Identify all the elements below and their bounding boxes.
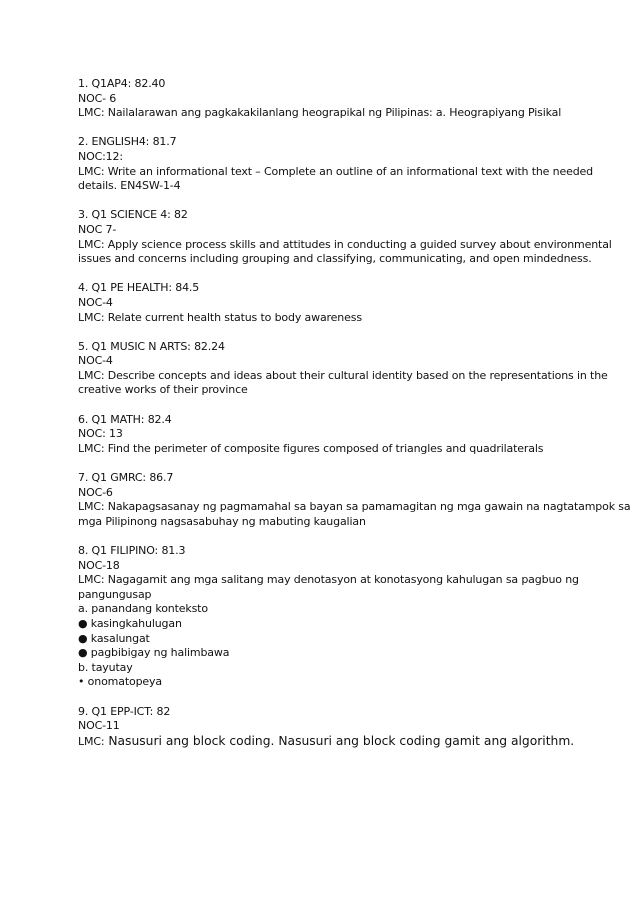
item-title: 7. Q1 GMRC: 86.7 xyxy=(78,471,174,485)
bullet-item: • onomatopeya xyxy=(78,675,162,689)
item-1 xyxy=(78,77,568,121)
lmc-text: Nasusuri ang block coding. Nasusuri ang block coding gamit ang algorithm. xyxy=(104,733,575,748)
item-lmc-line-1: LMC: Describe concepts and ideas about their cultural identity based on the representations in the xyxy=(78,368,608,382)
item-lmc: LMC: Relate current health status to body awareness xyxy=(78,310,362,324)
item-lmc: LMC: Find the perimeter of composite figures composed of triangles and quadrilaterals xyxy=(78,441,544,455)
bullet-item: ● pagbibigay ng halimbawa xyxy=(78,646,230,660)
item-noc: NOC: 13 xyxy=(78,427,123,441)
item-noc: NOC-11 xyxy=(78,719,120,733)
bullet-item: ● kasingkahulugan xyxy=(78,616,182,630)
item-lmc-line-2: pangungusap xyxy=(78,587,152,601)
sub-item: b. tayutay xyxy=(78,660,133,674)
item-3 xyxy=(78,208,612,266)
item-lmc-line-1: LMC: Write an informational text – Complete an outline of an informational text with the needed xyxy=(78,164,593,178)
item-lmc-line-1: LMC: Apply science process skills and attitudes in conducting a guided survey about environmental xyxy=(78,237,612,251)
item-noc: NOC 7- xyxy=(78,222,117,236)
item-9 xyxy=(78,704,575,750)
item-noc: NOC-18 xyxy=(78,558,120,572)
item-lmc-line-1: LMC: Nagagamit ang mga salitang may denotasyon at konotasyong kahulugan sa pagbuo ng xyxy=(78,573,579,587)
item-4 xyxy=(78,281,568,325)
item-lmc: LMC: Nailalarawan ang pagkakakilanlang heograpikal ng Pilipinas: a. Heograpiyang Pisikal xyxy=(78,106,562,120)
item-title: 6. Q1 MATH: 82.4 xyxy=(78,412,172,426)
item-title: 3. Q1 SCIENCE 4: 82 xyxy=(78,208,188,222)
item-noc: NOC-4 xyxy=(78,295,113,309)
item-title: 8. Q1 FILIPINO: 81.3 xyxy=(78,544,186,557)
item-noc: NOC- 6 xyxy=(78,91,117,105)
bullet-item: ● kasalungat xyxy=(78,631,150,645)
item-lmc xyxy=(78,733,575,750)
item-lmc-line-1: LMC: Nakapagsasanay ng pagmamahal sa bayan sa pamamagitan ng mga gawain na nagtatampok sa xyxy=(78,500,631,514)
item-5 xyxy=(78,339,608,398)
sub-item: a. panandang konteksto xyxy=(78,602,208,616)
item-title: 5. Q1 MUSIC N ARTS: 82.24 xyxy=(78,339,225,353)
lmc-label: LMC: xyxy=(78,734,105,748)
item-6 xyxy=(78,413,568,457)
item-8 xyxy=(78,544,579,690)
item-noc: NOC:12: xyxy=(78,149,123,163)
item-title: 4. Q1 PE HEALTH: 84.5 xyxy=(78,281,200,295)
item-lmc-line-2: details. EN4SW-1-4 xyxy=(78,179,181,193)
item-lmc-line-2: issues and concerns including grouping and classifying, communicating, and open mindedness. xyxy=(78,252,592,266)
item-lmc-line-2: creative works of their province xyxy=(78,383,248,397)
item-lmc-line-2: mga Pilipinong nagsasabuhay ng mabuting kaugalian xyxy=(78,514,366,528)
item-2 xyxy=(78,135,593,193)
item-noc: NOC-4 xyxy=(78,354,113,368)
item-title: 2. ENGLISH4: 81.7 xyxy=(78,135,177,149)
item-7 xyxy=(78,471,631,529)
document-content xyxy=(78,77,631,764)
item-title: 9. Q1 EPP-ICT: 82 xyxy=(78,704,171,718)
item-title: 1. Q1AP4: 82.40 xyxy=(78,77,166,90)
item-noc: NOC-6 xyxy=(78,485,113,499)
